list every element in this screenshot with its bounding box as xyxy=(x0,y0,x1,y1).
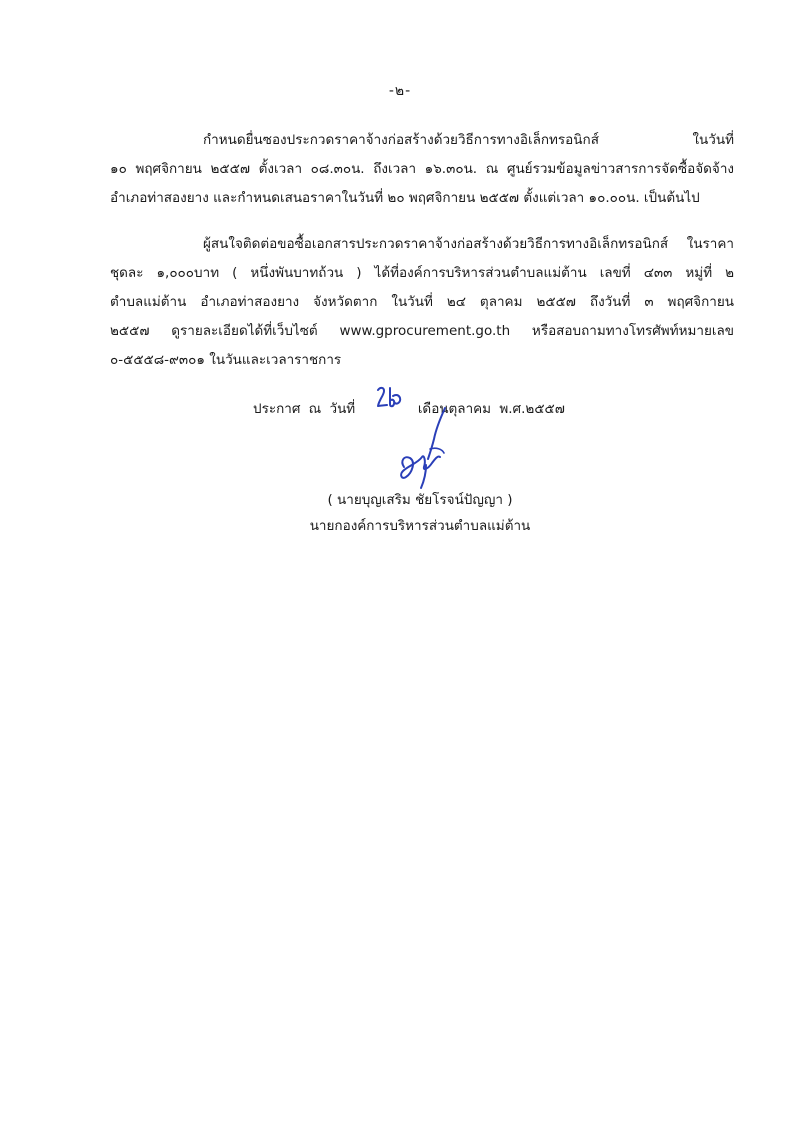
paragraph-submission-schedule xyxy=(110,126,734,213)
paragraph-line: ๑๐ พฤศจิกายน ๒๕๕๗ ตั้งเวลา ๐๘.๓๐น. ถึงเวลา ๑๖.๓๐น. ณ ศูนย์รวมข้อมูลข่าวสารการจัดซื้อจัดจ้าง xyxy=(110,161,734,177)
paragraph-line: ๐-๕๕๕๘-๙๓๐๑ ในวันและเวลาราชการ xyxy=(110,352,342,368)
paragraph-line: กำหนดยื่นซองประกวดราคาจ้างก่อสร้างด้วยวิธีการทางอิเล็กทรอนิกส์ ในวันที่ xyxy=(203,132,734,148)
paragraph-document-purchase xyxy=(110,230,734,375)
signature xyxy=(390,405,460,490)
page-number: -๒- xyxy=(388,83,412,99)
paragraph-line: ผู้สนใจติดต่อขอซื้อเอกสารประกวดราคาจ้างก่อสร้างด้วยวิธีการทางอิเล็กทรอนิกส์ ในราคา xyxy=(203,236,734,252)
signer-title: นายกองค์การบริหารส่วนตำบลแม่ต้าน xyxy=(309,518,531,534)
signer-name: ( นายบุญเสริม ชัยโรจน์ปัญญา ) xyxy=(327,492,513,508)
announcement-prefix: ประกาศ ณ วันที่ xyxy=(253,401,356,417)
announcement-suffix: เดือนตุลาคม พ.ศ.๒๕๕๗ xyxy=(417,401,565,417)
paragraph-line: ๒๕๕๗ ดูรายละเอียดได้ที่เว็บไซต์ www.gprocurement.go.th หรือสอบถามทางโทรศัพท์หมายเลข xyxy=(110,323,734,339)
paragraph-line: ตำบลแม่ต้าน อำเภอท่าสองยาง จังหวัดตาก ในวันที่ ๒๔ ตุลาคม ๒๕๕๗ ถึงวันที่ ๓ พฤศจิกายน xyxy=(110,294,734,310)
paragraph-line: ชุดละ ๑,๐๐๐บาท ( หนึ่งพันบาทถ้วน ) ได้ที่องค์การบริหารส่วนตำบลแม่ต้าน เลขที่ ๔๓๓ หมู่ที่ ๒ xyxy=(110,265,734,281)
paragraph-line: อำเภอท่าสองยาง และกำหนดเสนอราคาในวันที่ ๒๐ พฤศจิกายน ๒๕๕๗ ตั้งแต่เวลา ๑๐.๐๐น. เป็นต้นไป xyxy=(110,190,700,206)
